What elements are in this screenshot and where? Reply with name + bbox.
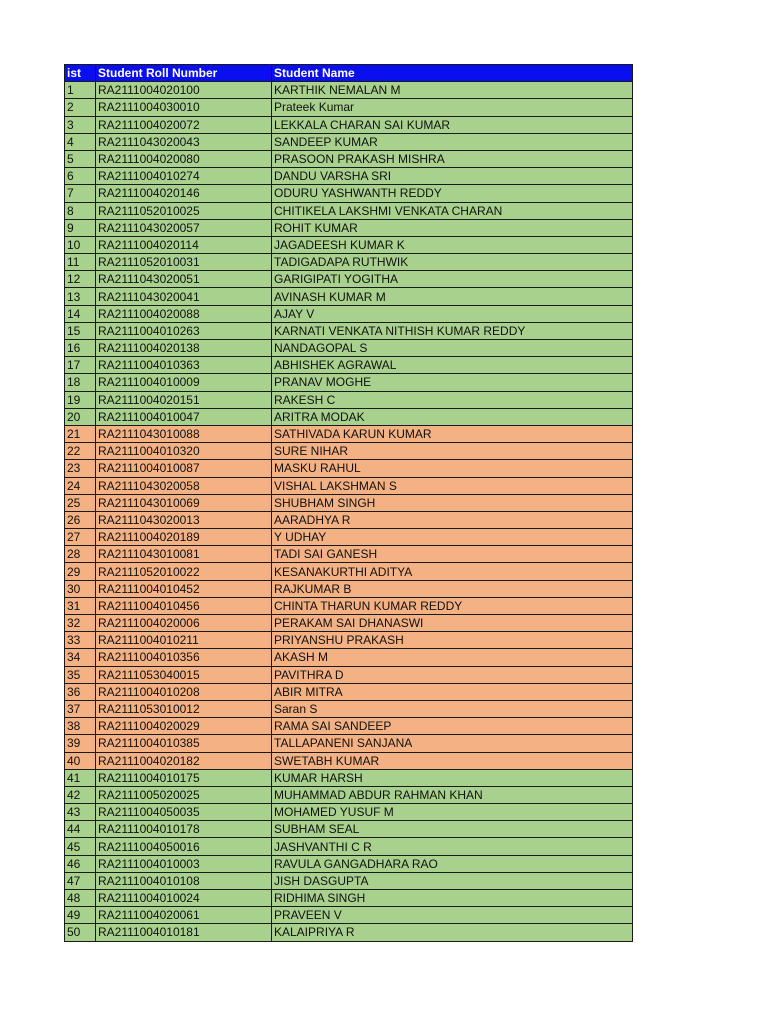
table-header	[65, 65, 633, 82]
table-row	[65, 494, 633, 511]
student-name-cell[interactable]: PRAVEEN V	[272, 907, 633, 924]
serial-cell[interactable]: 45	[65, 838, 96, 855]
table-row	[65, 254, 633, 271]
student-name-cell[interactable]: TALLAPANENI SANJANA	[272, 735, 633, 752]
student-list-table	[64, 64, 633, 942]
serial-cell[interactable]: 27	[65, 529, 96, 546]
roll-number-cell[interactable]: RA2111004020061	[96, 907, 272, 924]
serial-cell[interactable]: 43	[65, 804, 96, 821]
student-name-cell[interactable]: VISHAL LAKSHMAN S	[272, 477, 633, 494]
roll-number-cell[interactable]: RA2111004010363	[96, 357, 272, 374]
roll-number-cell[interactable]: RA2111004010003	[96, 855, 272, 872]
student-name-cell[interactable]: SURE NIHAR	[272, 443, 633, 460]
header-roll-number[interactable]: Student Roll Number	[96, 65, 272, 82]
roll-number-cell[interactable]: RA2111004020146	[96, 185, 272, 202]
student-name-cell[interactable]: Prateek Kumar	[272, 99, 633, 116]
serial-cell[interactable]: 19	[65, 391, 96, 408]
header-student-name[interactable]: Student Name	[272, 65, 633, 82]
table-row	[65, 168, 633, 185]
roll-number-cell[interactable]: RA2111052010031	[96, 254, 272, 271]
serial-cell[interactable]: 11	[65, 254, 96, 271]
student-name-cell[interactable]: ARITRA MODAK	[272, 408, 633, 425]
roll-number-cell[interactable]: RA2111004010263	[96, 322, 272, 339]
serial-cell[interactable]: 48	[65, 890, 96, 907]
student-name-cell[interactable]: KALAIPRIYA R	[272, 924, 633, 941]
header-row	[65, 65, 633, 82]
roll-number-cell[interactable]: RA2111043020057	[96, 219, 272, 236]
student-name-cell[interactable]: SUBHAM SEAL	[272, 821, 633, 838]
table-row	[65, 924, 633, 941]
student-name-cell[interactable]: ABIR MITRA	[272, 683, 633, 700]
serial-cell[interactable]: 1	[65, 82, 96, 99]
serial-cell[interactable]: 26	[65, 511, 96, 528]
roll-number-cell[interactable]: RA2111004020088	[96, 305, 272, 322]
roll-number-cell[interactable]: RA2111004020114	[96, 236, 272, 253]
serial-cell[interactable]: 46	[65, 855, 96, 872]
table-row	[65, 305, 633, 322]
table-row	[65, 786, 633, 803]
student-name-cell[interactable]: KESANAKURTHI ADITYA	[272, 563, 633, 580]
roll-number-cell[interactable]: RA2111004010320	[96, 443, 272, 460]
roll-number-cell[interactable]: RA2111043020043	[96, 133, 272, 150]
table-row	[65, 546, 633, 563]
header-serial[interactable]: ist	[65, 65, 96, 82]
student-name-cell[interactable]: SHUBHAM SINGH	[272, 494, 633, 511]
student-name-cell[interactable]: Saran S	[272, 700, 633, 717]
serial-cell[interactable]: 15	[65, 322, 96, 339]
serial-cell[interactable]: 22	[65, 443, 96, 460]
student-name-cell[interactable]: Y UDHAY	[272, 529, 633, 546]
student-name-cell[interactable]: JASHVANTHI C R	[272, 838, 633, 855]
roll-number-cell[interactable]: RA2111004020006	[96, 615, 272, 632]
serial-cell[interactable]: 47	[65, 872, 96, 889]
roll-number-cell[interactable]: RA2111043020051	[96, 271, 272, 288]
serial-cell[interactable]: 39	[65, 735, 96, 752]
table-row	[65, 460, 633, 477]
roll-number-cell[interactable]: RA2111004010208	[96, 683, 272, 700]
serial-cell[interactable]: 25	[65, 494, 96, 511]
table-row	[65, 477, 633, 494]
table-row	[65, 529, 633, 546]
table-row	[65, 391, 633, 408]
table-row	[65, 580, 633, 597]
serial-cell[interactable]: 28	[65, 546, 96, 563]
roll-number-cell[interactable]: RA2111004010087	[96, 460, 272, 477]
table-row	[65, 890, 633, 907]
roll-number-cell[interactable]: RA2111004010385	[96, 735, 272, 752]
serial-cell[interactable]: 29	[65, 563, 96, 580]
student-name-cell[interactable]: RAMA SAI SANDEEP	[272, 718, 633, 735]
serial-cell[interactable]: 44	[65, 821, 96, 838]
roll-number-cell[interactable]: RA2111004010024	[96, 890, 272, 907]
table-row	[65, 907, 633, 924]
roll-number-cell[interactable]: RA2111053010012	[96, 700, 272, 717]
student-name-cell[interactable]: AJAY V	[272, 305, 633, 322]
roll-number-cell[interactable]: RA2111004020189	[96, 529, 272, 546]
table-row	[65, 700, 633, 717]
table-row	[65, 511, 633, 528]
student-name-cell[interactable]: DANDU VARSHA SRI	[272, 168, 633, 185]
student-name-cell[interactable]: RIDHIMA SINGH	[272, 890, 633, 907]
table-row	[65, 357, 633, 374]
serial-cell[interactable]: 32	[65, 615, 96, 632]
table-row	[65, 322, 633, 339]
student-name-cell[interactable]: ABHISHEK AGRAWAL	[272, 357, 633, 374]
serial-cell[interactable]: 34	[65, 649, 96, 666]
table-row	[65, 769, 633, 786]
table-row	[65, 133, 633, 150]
student-name-cell[interactable]: KUMAR HARSH	[272, 769, 633, 786]
table-row	[65, 99, 633, 116]
table-row	[65, 683, 633, 700]
roll-number-cell[interactable]: RA2111004010047	[96, 408, 272, 425]
table-row	[65, 408, 633, 425]
serial-cell[interactable]: 3	[65, 116, 96, 133]
serial-cell[interactable]: 40	[65, 752, 96, 769]
roll-number-cell[interactable]: RA2111043020058	[96, 477, 272, 494]
table-row	[65, 82, 633, 99]
student-name-cell[interactable]: LEKKALA CHARAN SAI KUMAR	[272, 116, 633, 133]
table-row	[65, 666, 633, 683]
roll-number-cell[interactable]: RA2111043010069	[96, 494, 272, 511]
roll-number-cell[interactable]: RA2111005020025	[96, 786, 272, 803]
student-name-cell[interactable]: JISH DASGUPTA	[272, 872, 633, 889]
student-name-cell[interactable]: NANDAGOPAL S	[272, 340, 633, 357]
table-row	[65, 821, 633, 838]
table-row	[65, 236, 633, 253]
table-row	[65, 632, 633, 649]
table-row	[65, 340, 633, 357]
roll-number-cell[interactable]: RA2111053040015	[96, 666, 272, 683]
roll-number-cell[interactable]: RA2111004010181	[96, 924, 272, 941]
serial-cell[interactable]: 50	[65, 924, 96, 941]
table-row	[65, 752, 633, 769]
roll-number-cell[interactable]: RA2111043010081	[96, 546, 272, 563]
serial-cell[interactable]: 35	[65, 666, 96, 683]
table-row	[65, 804, 633, 821]
table-row	[65, 718, 633, 735]
serial-cell[interactable]: 36	[65, 683, 96, 700]
table-row	[65, 735, 633, 752]
serial-cell[interactable]: 37	[65, 700, 96, 717]
table-row	[65, 288, 633, 305]
table-row	[65, 185, 633, 202]
table-row	[65, 615, 633, 632]
table-row	[65, 271, 633, 288]
student-name-cell[interactable]: RAKESH C	[272, 391, 633, 408]
table-row	[65, 443, 633, 460]
student-name-cell[interactable]: JAGADEESH KUMAR K	[272, 236, 633, 253]
student-name-cell[interactable]: TADIGADAPA RUTHWIK	[272, 254, 633, 271]
serial-cell[interactable]: 33	[65, 632, 96, 649]
roll-number-cell[interactable]: RA2111052010025	[96, 202, 272, 219]
serial-cell[interactable]: 41	[65, 769, 96, 786]
serial-cell[interactable]: 13	[65, 288, 96, 305]
roll-number-cell[interactable]: RA2111004010456	[96, 597, 272, 614]
serial-cell[interactable]: 6	[65, 168, 96, 185]
table-row	[65, 872, 633, 889]
serial-cell[interactable]: 4	[65, 133, 96, 150]
student-name-cell[interactable]: PERAKAM SAI DHANASWI	[272, 615, 633, 632]
table-row	[65, 597, 633, 614]
student-name-cell[interactable]: SANDEEP KUMAR	[272, 133, 633, 150]
student-name-cell[interactable]: PRANAV MOGHE	[272, 374, 633, 391]
student-name-cell[interactable]: RAJKUMAR B	[272, 580, 633, 597]
serial-cell[interactable]: 9	[65, 219, 96, 236]
serial-cell[interactable]: 2	[65, 99, 96, 116]
student-name-cell[interactable]: PRIYANSHU PRAKASH	[272, 632, 633, 649]
roll-number-cell[interactable]: RA2111004010009	[96, 374, 272, 391]
table-row	[65, 219, 633, 236]
roll-number-cell[interactable]: RA2111004010274	[96, 168, 272, 185]
roll-number-cell[interactable]: RA2111004020080	[96, 150, 272, 167]
table-row	[65, 116, 633, 133]
student-name-cell[interactable]: ROHIT KUMAR	[272, 219, 633, 236]
roll-number-cell[interactable]: RA2111004020100	[96, 82, 272, 99]
table-row	[65, 374, 633, 391]
student-name-cell[interactable]: MUHAMMAD ABDUR RAHMAN KHAN	[272, 786, 633, 803]
roll-number-cell[interactable]: RA2111043010088	[96, 425, 272, 442]
serial-cell[interactable]: 18	[65, 374, 96, 391]
roll-number-cell[interactable]: RA2111004020182	[96, 752, 272, 769]
table-row	[65, 563, 633, 580]
serial-cell[interactable]: 23	[65, 460, 96, 477]
roll-number-cell[interactable]: RA2111004020151	[96, 391, 272, 408]
roll-number-cell[interactable]: RA2111004050016	[96, 838, 272, 855]
student-name-cell[interactable]: RAVULA GANGADHARA RAO	[272, 855, 633, 872]
student-name-cell[interactable]: SATHIVADA KARUN KUMAR	[272, 425, 633, 442]
student-name-cell[interactable]: ODURU YASHWANTH REDDY	[272, 185, 633, 202]
roll-number-cell[interactable]: RA2111004020029	[96, 718, 272, 735]
serial-cell[interactable]: 17	[65, 357, 96, 374]
roll-number-cell[interactable]: RA2111052010022	[96, 563, 272, 580]
serial-cell[interactable]: 7	[65, 185, 96, 202]
serial-cell[interactable]: 8	[65, 202, 96, 219]
serial-cell[interactable]: 42	[65, 786, 96, 803]
table-body	[65, 82, 633, 941]
student-name-cell[interactable]: MOHAMED YUSUF M	[272, 804, 633, 821]
roll-number-cell[interactable]: RA2111004050035	[96, 804, 272, 821]
roll-number-cell[interactable]: RA2111004010211	[96, 632, 272, 649]
serial-cell[interactable]: 20	[65, 408, 96, 425]
serial-cell[interactable]: 10	[65, 236, 96, 253]
student-name-cell[interactable]: TADI SAI GANESH	[272, 546, 633, 563]
student-name-cell[interactable]: CHINTA THARUN KUMAR REDDY	[272, 597, 633, 614]
student-name-cell[interactable]: MASKU RAHUL	[272, 460, 633, 477]
roll-number-cell[interactable]: RA2111004010108	[96, 872, 272, 889]
roll-number-cell[interactable]: RA2111004010356	[96, 649, 272, 666]
student-name-cell[interactable]: AKASH M	[272, 649, 633, 666]
serial-cell[interactable]: 24	[65, 477, 96, 494]
table-row	[65, 202, 633, 219]
student-name-cell[interactable]: PRASOON PRAKASH MISHRA	[272, 150, 633, 167]
table-row	[65, 425, 633, 442]
roll-number-cell[interactable]: RA2111004030010	[96, 99, 272, 116]
serial-cell[interactable]: 12	[65, 271, 96, 288]
student-name-cell[interactable]: CHITIKELA LAKSHMI VENKATA CHARAN	[272, 202, 633, 219]
student-name-cell[interactable]: KARNATI VENKATA NITHISH KUMAR REDDY	[272, 322, 633, 339]
serial-cell[interactable]: 5	[65, 150, 96, 167]
table-row	[65, 838, 633, 855]
student-name-cell[interactable]: SWETABH KUMAR	[272, 752, 633, 769]
serial-cell[interactable]: 49	[65, 907, 96, 924]
table-row	[65, 649, 633, 666]
serial-cell[interactable]: 16	[65, 340, 96, 357]
serial-cell[interactable]: 30	[65, 580, 96, 597]
student-name-cell[interactable]: AVINASH KUMAR M	[272, 288, 633, 305]
serial-cell[interactable]: 31	[65, 597, 96, 614]
roll-number-cell[interactable]: RA2111004010178	[96, 821, 272, 838]
roll-number-cell[interactable]: RA2111043020013	[96, 511, 272, 528]
table-row	[65, 855, 633, 872]
student-name-cell[interactable]: PAVITHRA D	[272, 666, 633, 683]
student-name-cell[interactable]: GARIGIPATI YOGITHA	[272, 271, 633, 288]
student-name-cell[interactable]: KARTHIK NEMALAN M	[272, 82, 633, 99]
roll-number-cell[interactable]: RA2111004010452	[96, 580, 272, 597]
roll-number-cell[interactable]: RA2111004020138	[96, 340, 272, 357]
serial-cell[interactable]: 38	[65, 718, 96, 735]
table-row	[65, 150, 633, 167]
roll-number-cell[interactable]: RA2111004020072	[96, 116, 272, 133]
student-name-cell[interactable]: AARADHYA R	[272, 511, 633, 528]
serial-cell[interactable]: 21	[65, 425, 96, 442]
roll-number-cell[interactable]: RA2111043020041	[96, 288, 272, 305]
roll-number-cell[interactable]: RA2111004010175	[96, 769, 272, 786]
serial-cell[interactable]: 14	[65, 305, 96, 322]
